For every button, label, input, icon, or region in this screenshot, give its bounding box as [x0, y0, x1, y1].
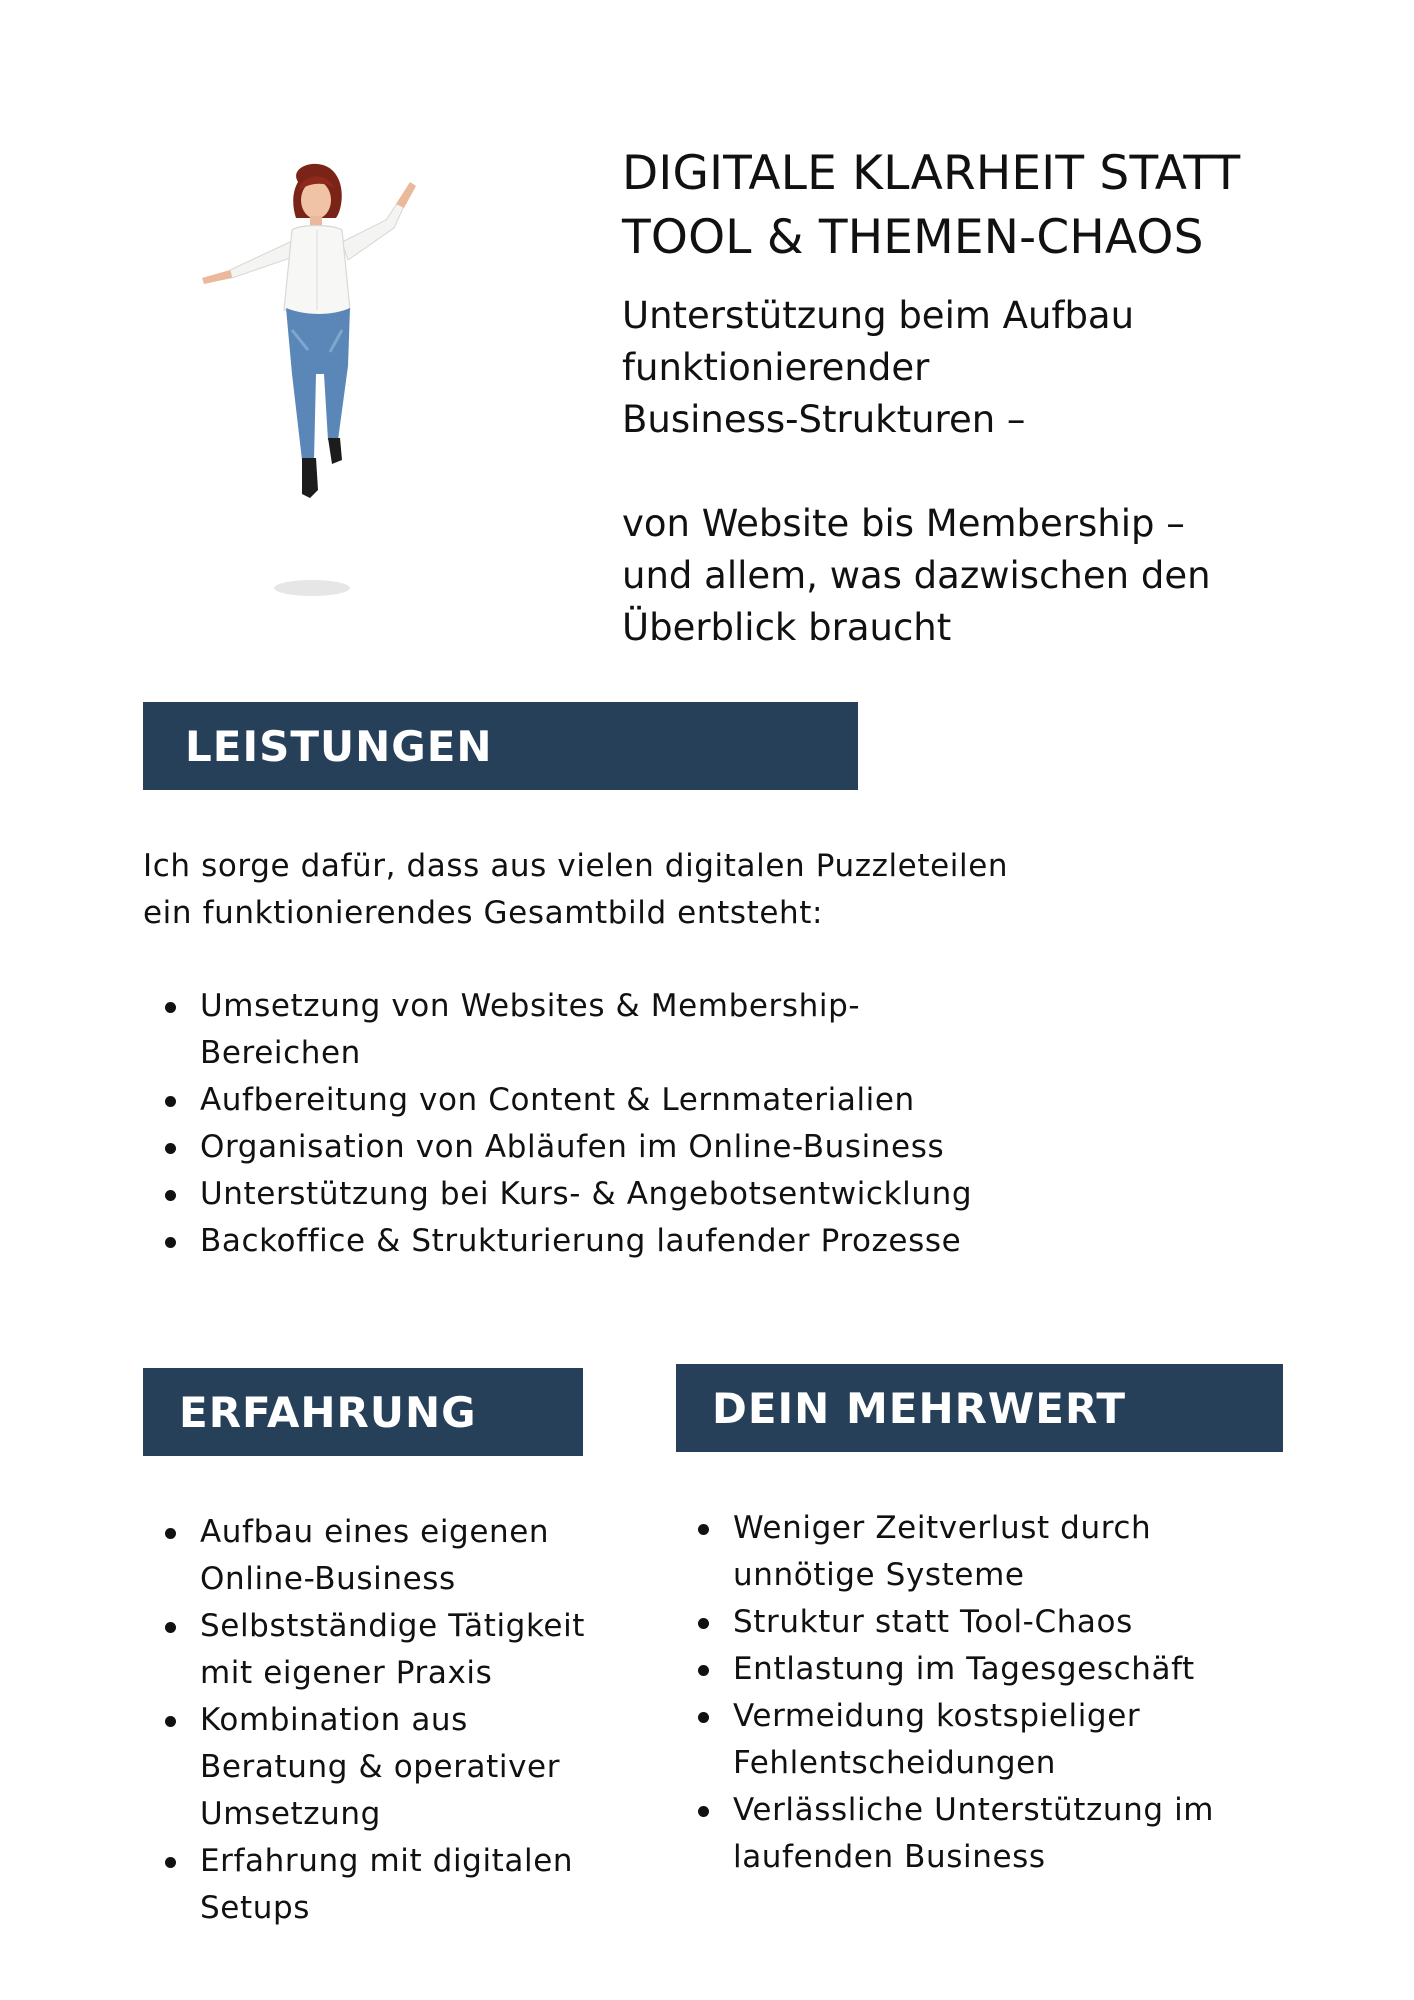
list-item-line: Selbstständige Tätigkeit — [200, 1608, 586, 1644]
list-item — [143, 983, 1193, 1077]
list-item-line: Fehlentscheidungen — [733, 1745, 1057, 1781]
list-item — [676, 1787, 1316, 1881]
erfahrung-heading: ERFAHRUNG — [143, 1368, 583, 1456]
list-item-line: Beratung & operativer — [200, 1749, 561, 1785]
subtitle-gap — [622, 446, 1322, 498]
list-item-line: mit eigener Praxis — [200, 1655, 493, 1691]
list-item-line: unnötige Systeme — [733, 1557, 1025, 1593]
list-item — [676, 1505, 1316, 1599]
list-item-line: Struktur statt Tool-Chaos — [733, 1604, 1133, 1640]
leistungen-heading: LEISTUNGEN — [143, 702, 858, 790]
title-line: DIGITALE KLARHEIT STATT — [622, 146, 1241, 201]
intro-line: ein funktionierendes Gesamtbild entsteht: — [143, 895, 824, 931]
list-item — [676, 1693, 1316, 1787]
list-item-line: Setups — [200, 1890, 310, 1926]
bullet-icon — [165, 1096, 176, 1107]
list-item-line: Kombination aus — [200, 1702, 468, 1738]
list-item — [143, 1697, 643, 1838]
bullet-icon — [165, 1143, 176, 1154]
list-item-line: Entlastung im Tagesgeschäft — [733, 1651, 1195, 1687]
list-item-line: Organisation von Abläufen im Online-Business — [200, 1129, 945, 1165]
bullet-icon — [165, 1528, 176, 1539]
subtitle-line: und allem, was dazwischen den — [622, 554, 1211, 597]
list-item — [143, 1124, 1193, 1171]
list-item — [143, 1077, 1193, 1124]
title-line: TOOL & THEMEN-CHAOS — [622, 210, 1204, 265]
list-item-line: laufenden Business — [733, 1839, 1046, 1875]
bullet-icon — [165, 1190, 176, 1201]
woman-jumping-photo — [160, 160, 460, 610]
list-item — [143, 1218, 1193, 1265]
list-item-line: Online-Business — [200, 1561, 456, 1597]
list-item — [143, 1171, 1193, 1218]
list-item — [143, 1603, 643, 1697]
subtitle-line: Überblick braucht — [622, 606, 952, 649]
bullet-icon — [165, 1237, 176, 1248]
subtitle-line: Unterstützung beim Aufbau — [622, 294, 1135, 337]
list-item-line: Umsetzung — [200, 1796, 381, 1832]
list-item-line: Umsetzung von Websites & Membership- — [200, 988, 861, 1024]
leistungen-list — [143, 983, 1193, 1265]
bullet-icon — [165, 1622, 176, 1633]
bullet-icon — [165, 1857, 176, 1868]
list-item-line: Backoffice & Strukturierung laufender Prozesse — [200, 1223, 962, 1259]
erfahrung-list — [143, 1509, 643, 1932]
list-item — [143, 1509, 643, 1603]
page-title — [622, 142, 1322, 270]
intro-line: Ich sorge dafür, dass aus vielen digitalen Puzzleteilen — [143, 848, 1009, 884]
list-item-line: Aufbereitung von Content & Lernmaterialien — [200, 1082, 915, 1118]
list-item — [143, 1838, 643, 1932]
list-item-line: Vermeidung kostspieliger — [733, 1698, 1141, 1734]
bullet-icon — [698, 1524, 709, 1535]
list-item-line: Unterstützung bei Kurs- & Angebotsentwicklung — [200, 1176, 973, 1212]
list-item-line: Erfahrung mit digitalen — [200, 1843, 574, 1879]
bullet-icon — [165, 1716, 176, 1727]
mehrwert-heading: DEIN MEHRWERT — [676, 1364, 1283, 1452]
bullet-icon — [698, 1665, 709, 1676]
bullet-icon — [165, 1002, 176, 1013]
bullet-icon — [698, 1806, 709, 1817]
list-item-line: Verlässliche Unterstützung im — [733, 1792, 1215, 1828]
list-item-line: Weniger Zeitverlust durch — [733, 1510, 1152, 1546]
leistungen-intro — [143, 843, 1143, 937]
subtitle-line: funktionierender — [622, 346, 930, 389]
subtitle-line: Business-Strukturen – — [622, 398, 1026, 441]
bullet-icon — [698, 1618, 709, 1629]
list-item — [676, 1646, 1316, 1693]
list-item-line: Bereichen — [200, 1035, 361, 1071]
subtitle — [622, 290, 1322, 654]
list-item-line: Aufbau eines eigenen — [200, 1514, 550, 1550]
bullet-icon — [698, 1712, 709, 1723]
list-item — [676, 1599, 1316, 1646]
mehrwert-list — [676, 1505, 1316, 1881]
subtitle-line: von Website bis Membership – — [622, 502, 1185, 545]
